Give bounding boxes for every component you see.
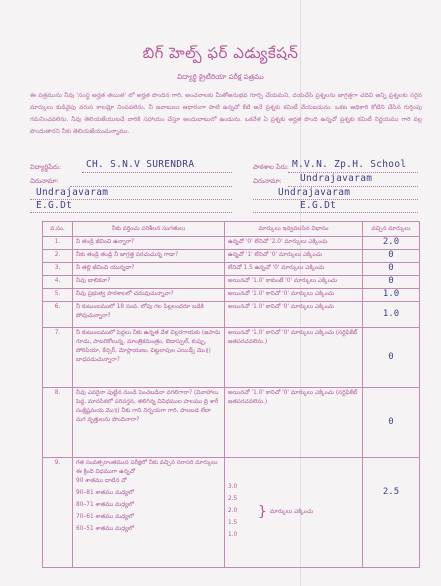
condition-item: 80–71 శాతము మధ్యలో [76,502,134,508]
brace-symbol: } [258,504,267,520]
row-mark [363,276,420,289]
row-mark-value: 0 [388,263,394,273]
row-serial: 6. [43,302,73,328]
row-question: నీవు ఎవరైనా పుట్టిన నుండి పెంచబడినా వగలిగారా? (వివాహాలు పెద్ద, మానసికలో పరివర్తన, తలిగిన్న వివిధముల పాలము ద్రి శారీ సంక్లిష్టమయ మొ॥) నీకు గాని నిర్బయగా గారి, పాలబడ లేదా మగ వృత్తులను పొందినారా? [73,388,225,458]
student-name-value: CH. S.N.V SURENDRA [86,159,195,170]
row-mark [363,250,420,263]
school-address-2: E.G.Dt [300,200,337,211]
school-address-line-3 [253,212,418,213]
header-serial: వ.సం. [43,222,73,237]
condition-list [76,477,221,537]
row-serial: 3. [43,263,73,276]
row-rule: అయినచో '1.0' కానిచో '0' మార్కులు ఎక్కించు [225,289,363,302]
student-name-line [82,172,232,173]
row-serial: 1. [43,237,73,250]
school-address-label: చిరునామా: [253,177,282,185]
row-question: నీ కుటుంబములో 18 సంవ. లోపు గల పిల్లలందరూ బడికి పోవుచున్నారా? [73,302,225,328]
row-question: నీవు బాలికవా? [73,276,225,289]
value-item: 1.5 [228,519,238,526]
row-question: నీ తల్లి జీవించి యున్నదా? [73,263,225,276]
student-name-label: విద్యార్థిపేరు: [30,163,62,171]
condition-item: 90–81 శాతము మధ్యలో [76,490,134,496]
row-mark-value: 2.5 [382,487,400,497]
table-row [43,458,420,568]
row-mark [363,302,420,328]
table-row [43,276,420,289]
row-mark [363,458,420,568]
row-mark-value: 0 [388,250,394,260]
header-marks: వచ్చిన మార్కులు [363,222,420,237]
row-question: నీ కుటుంబములో పెద్దలు నీకు ఉన్నత వేళ చిల్లరగాయకు (జపాను గూడు, పాటరికోలున్న, మాంత్రికమంత్రం, బెడాస్ఫుల్, కుప్పు, పోరిపియా, కేన్సర్, మోస్లాయణు, చిట్టలాపుల ఎయిడ్స్ మొ॥) బాధపడుచున్నారా? [73,328,225,388]
student-address-line-3 [30,212,232,213]
row-serial: 5. [43,289,73,302]
row-rule-text: మార్కులు ఎక్కించు [269,509,314,515]
row-question [73,458,225,568]
table-row [43,289,420,302]
school-name-label: పాఠశాల పేరు: [253,163,289,171]
student-address-1: Undrajavaram [36,187,109,198]
header-rule: మార్కులు ఇవ్వవలసిన విధానం [225,222,363,237]
header-question: నీకు వర్తించు పరిశీలన సంగతులు [73,222,225,237]
table-row [43,263,420,276]
row-serial: 7. [43,328,73,388]
row-mark [363,289,420,302]
row-mark-value: 1.0 [382,308,400,319]
row-mark [363,237,420,250]
value-item: 1.0 [228,531,238,538]
intro-paragraph: ఈ పత్రమును నీవు 'సంస్థ అర్హత తయిత' లో అర్హత పొందిన గారి, అంచనాలకు మీతోఅనుభవ గూర్చి చేయమని, దయచేసి ప్రశ్నలను జాగ్రత్తగా చదివి అన్ని ప్రశ్నలకు సరైన మార్కులు కుడివైపు వరుస కాలమ్లో నింపవలెను. నీ జవాబులు ఆధారంగా పాటి ఉన్నచో కేటి అనే ప్రశ్నకు కమిటీ వేయబడును. ఒకట అధికారి కోటిని చేసిన గుర్తింపు గమనించవలెను. నీవు తెలియజేయుటచే వారికి సహాయం చేస్తూ అందుబాటులో ఉండును. ఒకవేళ ఏ ప్రశ్నకు అర్హత పొంది ఉన్నచో ప్రశ్నకు కమిటీ నిర్ణయము గారి వల్ల పొందుతారని నీకు తెలియజేయుచున్నాము. [30,92,422,135]
row-serial: 4. [43,276,73,289]
row-rule: ఉన్నచో '0' లేనిచో '2.0' మార్కులు ఎక్కించు [225,237,363,250]
row-mark-value: 0 [388,276,394,286]
row-rule: లేనిచో 1.5 ఉన్నచో '0' మార్కులు ఎక్కించు [225,263,363,276]
school-place-value: Undrajavaram [300,173,373,184]
row-question-text: గత సంవత్సరాంతమున పరీక్షలో నీకు వచ్చిన సరాసరి మార్కులు ఈ క్రింది విధముగా ఉన్నచో [76,460,218,475]
row-serial: 2. [43,250,73,263]
row-rule: అయినచో '1.0' కానిచో '0' మార్కులు ఎక్కించు (సర్టిఫికేట్ జతపరచవలెను.) [225,388,363,458]
table-row [43,328,420,388]
page-subtitle: విద్యార్థి క్రైటీరియా పరీక్ష పత్రము [177,73,264,81]
page-title: బిగ్ హెల్ప్ ఫర్ ఎడ్యుకేషన్ [142,44,299,62]
criteria-table [42,221,420,568]
table-row [43,250,420,263]
table-header-row [43,222,420,237]
row-rule: అయినచో '1.0' కానిచో '0' మార్కులు ఎక్కించు (సర్టిఫికేట్ జతపరచవలెను.) [225,328,363,388]
row-rule: అయినచో '1.0' కాకుంటే '0' మార్కులు ఎక్కించు [225,276,363,289]
row-rule: అయినచో '1.0' కానిచో '0' మార్కులు ఎక్కించు [225,302,363,328]
row-rule [225,458,363,568]
table-row [43,237,420,250]
table-row [43,302,420,328]
row-serial: 8. [43,388,73,458]
school-address-1: Undrajavaram [278,187,351,198]
row-mark-value: 0 [388,416,394,427]
condition-item: 90 శాతము దాటిన వో [76,478,127,484]
value-item: 3.0 [228,483,238,490]
table-row [43,388,420,458]
student-address-2: E.G.Dt [36,200,73,211]
student-address-label: చిరునామా: [30,177,59,185]
condition-item: 70–61 శాతము మధ్యలో [76,514,134,520]
value-list [228,483,258,543]
row-mark [363,388,420,458]
row-rule: ఉన్నచో '1' లేనిచో '0' మార్కులు ఎక్కించు [225,250,363,263]
row-question: నీ తండ్రి జీవించి ఉన్నారా? [73,237,225,250]
row-mark [363,263,420,276]
row-mark-value: 1.0 [382,289,400,299]
row-mark [363,328,420,388]
row-question: నీవు ప్రభుత్వ పాఠశాలలో చదువుచున్నావా? [73,289,225,302]
value-item: 2.0 [228,507,238,514]
school-name-value: M.V.N. Zp.H. School [292,159,407,170]
row-question: నీకు తండ్రి తండ్రి నీ జాగ్రత్త పరచుచున్న గాడా? [73,250,225,263]
value-item: 2.5 [228,495,238,502]
row-mark-value: 2.0 [382,237,400,247]
row-serial: 9. [43,458,73,568]
condition-item: 60–51 శాతము మధ్యలో [76,526,134,532]
row-mark-value: 0 [388,351,394,362]
